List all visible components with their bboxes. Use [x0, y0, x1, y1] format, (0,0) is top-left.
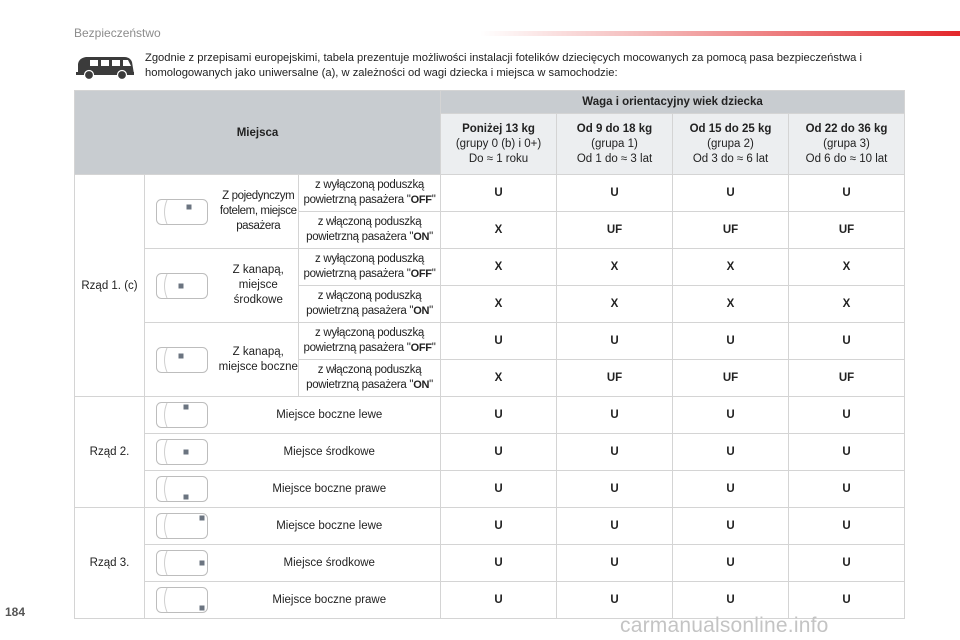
airbag-off-label: z wyłączoną poduszką powietrzną pasażera "OFF" [299, 175, 441, 212]
value-cell: X [673, 286, 789, 323]
car-top-view-icon [145, 582, 219, 619]
value-cell: U [673, 471, 789, 508]
seat-highlight [178, 353, 183, 358]
intro-paragraph: Zgodnie z przepisami europejskimi, tabela prezentuje możliwości instalacji fotelików dziecięcych mocowanych za pomocą pasa bezpieczeństwa i homologowanych jako uniwersalne (a), w zależności od wagi dziecka i miejsca w samochodzie: [145, 52, 862, 79]
seat-highlight [199, 516, 204, 521]
seat-highlight [183, 450, 188, 455]
value-cell: U [441, 545, 557, 582]
value-cell: U [673, 175, 789, 212]
car-top-view-icon [145, 471, 219, 508]
value-cell: U [441, 175, 557, 212]
value-cell: U [557, 545, 673, 582]
value-cell: X [789, 286, 905, 323]
seat-name: Miejsce boczne lewe [219, 508, 441, 545]
value-cell: U [673, 545, 789, 582]
value-cell: U [673, 434, 789, 471]
value-cell: U [441, 471, 557, 508]
row-label-2: Rząd 2. [75, 397, 145, 508]
value-cell: U [789, 508, 905, 545]
section-title: Bezpieczeństwo [74, 26, 161, 40]
seat-highlight [199, 606, 204, 611]
seat-highlight [183, 405, 188, 410]
header-accent-bar [480, 31, 960, 36]
table-row [75, 545, 905, 582]
table-row [75, 471, 905, 508]
airbag-off-label: z wyłączoną poduszką powietrzną pasażera "OFF" [299, 323, 441, 360]
value-cell: U [441, 508, 557, 545]
value-cell: X [441, 286, 557, 323]
value-cell: U [557, 582, 673, 619]
header-group-2: Od 15 do 25 kg (grupa 2) Od 3 do ≈ 6 lat [673, 114, 789, 175]
value-cell: U [789, 323, 905, 360]
airbag-off-label: z wyłączoną poduszką powietrzną pasażera "OFF" [299, 249, 441, 286]
value-cell: U [789, 582, 905, 619]
seat-name: Miejsce boczne lewe [219, 397, 441, 434]
value-cell: U [557, 508, 673, 545]
value-cell: U [557, 323, 673, 360]
seat-name: Miejsce środkowe [219, 434, 441, 471]
value-cell: U [557, 175, 673, 212]
header-miejsca: Miejsca [75, 91, 441, 175]
value-cell: UF [557, 360, 673, 397]
car-top-view-icon [145, 434, 219, 471]
value-cell: X [789, 249, 905, 286]
seat-bench-side: Z kanapą, miejsce boczne [219, 323, 299, 397]
value-cell: X [441, 360, 557, 397]
value-cell: X [557, 249, 673, 286]
table-row [75, 175, 905, 212]
value-cell: UF [673, 212, 789, 249]
airbag-on-label: z włączoną poduszką powietrzną pasażera "ON" [299, 212, 441, 249]
value-cell: U [673, 323, 789, 360]
header-group-1: Od 9 do 18 kg (grupa 1) Od 1 do ≈ 3 lat [557, 114, 673, 175]
row-label-1: Rząd 1. (c) [75, 175, 145, 397]
seat-bench-middle: Z kanapą, miejsce środkowe [219, 249, 299, 323]
value-cell: UF [789, 212, 905, 249]
van-side-icon [74, 52, 136, 82]
value-cell: UF [673, 360, 789, 397]
value-cell: U [557, 434, 673, 471]
table-row [75, 397, 905, 434]
child-seat-table [74, 90, 905, 619]
seat-highlight [186, 204, 191, 209]
value-cell: U [789, 434, 905, 471]
airbag-on-label: z włączoną poduszką powietrzną pasażera "ON" [299, 360, 441, 397]
value-cell: U [441, 434, 557, 471]
value-cell: X [441, 212, 557, 249]
value-cell: U [789, 471, 905, 508]
seat-name: Miejsce środkowe [219, 545, 441, 582]
header-group-0: Poniżej 13 kg (grupy 0 (b) i 0+) Do ≈ 1 roku [441, 114, 557, 175]
value-cell: U [673, 397, 789, 434]
value-cell: UF [789, 360, 905, 397]
value-cell: U [441, 397, 557, 434]
table-row [75, 323, 905, 360]
value-cell: X [557, 286, 673, 323]
value-cell: U [673, 582, 789, 619]
car-top-view-icon [145, 397, 219, 434]
value-cell: U [557, 471, 673, 508]
value-cell: U [789, 397, 905, 434]
value-cell: X [441, 249, 557, 286]
table-row [75, 434, 905, 471]
seat-name: Miejsce boczne prawe [219, 582, 441, 619]
value-cell: X [673, 249, 789, 286]
value-cell: U [441, 323, 557, 360]
table-row [75, 249, 905, 286]
value-cell: U [557, 397, 673, 434]
watermark: carmanualsonline.info [620, 614, 829, 637]
value-cell: U [789, 545, 905, 582]
seat-highlight [183, 495, 188, 500]
car-top-view-icon [145, 508, 219, 545]
airbag-on-label: z włączoną poduszką powietrzną pasażera "ON" [299, 286, 441, 323]
seat-name: Miejsce boczne prawe [219, 471, 441, 508]
table-row [75, 582, 905, 619]
value-cell: U [673, 508, 789, 545]
table-row [75, 508, 905, 545]
car-top-view-icon [145, 175, 219, 249]
car-top-view-icon [145, 545, 219, 582]
header-group-3: Od 22 do 36 kg (grupa 3) Od 6 do ≈ 10 lat [789, 114, 905, 175]
value-cell: U [441, 582, 557, 619]
seat-single-passenger: Z pojedynczym fotelem, miejsce pasażera [219, 175, 299, 249]
header-weight: Waga i orientacyjny wiek dziecka [441, 91, 905, 114]
value-cell: UF [557, 212, 673, 249]
row-label-3: Rząd 3. [75, 508, 145, 619]
seat-highlight [199, 561, 204, 566]
car-top-view-icon [145, 323, 219, 397]
page-number: 184 [5, 605, 26, 619]
value-cell: U [789, 175, 905, 212]
seat-highlight [178, 283, 183, 288]
car-top-view-icon [145, 249, 219, 323]
